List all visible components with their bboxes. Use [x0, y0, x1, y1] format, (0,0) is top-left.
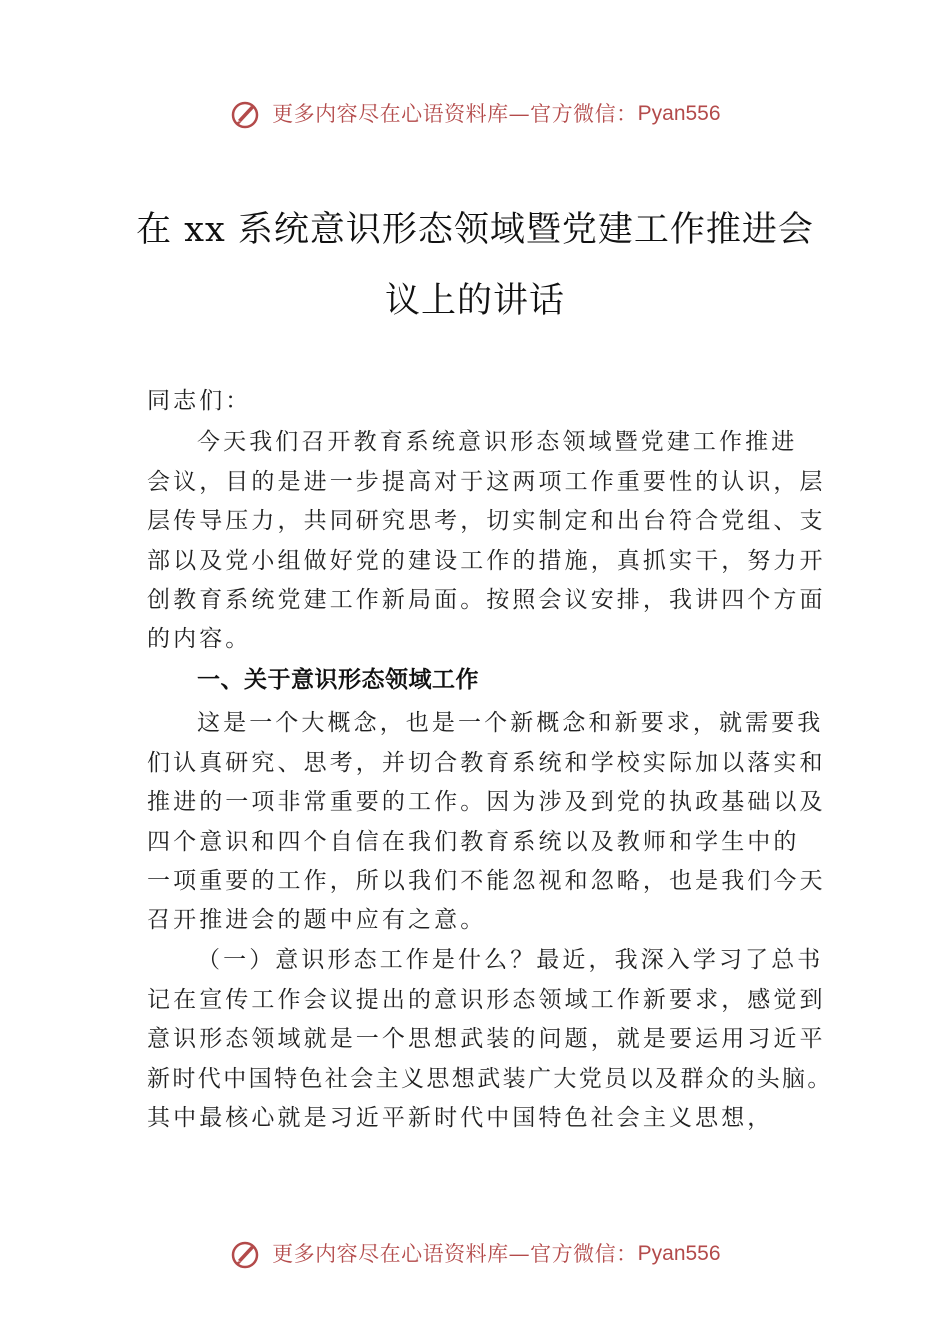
paragraph-line: 一项重要的工作，所以我们不能忽视和忽略，也是我们今天: [147, 868, 826, 894]
document-title-line-2: 议上的讲话: [384, 281, 565, 321]
banner-wechat-id: Pyan556: [637, 102, 721, 125]
paragraph-line: 记在宣传工作会议提出的意识形态领域工作新要求，感觉到: [147, 987, 826, 1013]
section-heading: 一、关于意识形态领域工作: [197, 667, 479, 693]
banner-wechat-id: Pyan556: [637, 1242, 721, 1265]
paragraph-line: 的内容。: [147, 626, 252, 652]
header-banner: [0, 98, 950, 130]
paragraph-line: 召开推进会的题中应有之意。: [147, 907, 487, 933]
paragraph-line: 今天我们召开教育系统意识形态领域暨党建工作推进: [197, 429, 798, 455]
paragraph-line: （一）意识形态工作是什么？最近，我深入学习了总书: [197, 947, 824, 973]
paragraph-line: 四个意识和四个自信在我们教育系统以及教师和学生中的: [147, 829, 800, 855]
banner-text: 更多内容尽在心语资料库—官方微信：: [272, 1242, 638, 1266]
paragraph-line: 意识形态领域就是一个思想武装的问题，就是要运用习近平: [147, 1026, 826, 1052]
brush-logo-icon: [229, 98, 261, 130]
paragraph-line: 新时代中国特色社会主义思想武装广大党员以及群众的头脑。: [147, 1066, 833, 1092]
paragraph-line: 们认真研究、思考，并切合教育系统和学校实际加以落实和: [147, 750, 826, 776]
paragraph-line: 层传导压力，共同研究思考，切实制定和出台符合党组、支: [147, 508, 826, 534]
greeting: 同志们：: [147, 388, 252, 414]
document-title-line-1: 在 xx 系统意识形态领域暨党建工作推进会: [136, 210, 814, 250]
paragraph-line: 会议，目的是进一步提高对于这两项工作重要性的认识，层: [147, 469, 826, 495]
footer-banner: [0, 1238, 950, 1270]
banner-text: 更多内容尽在心语资料库—官方微信：: [272, 102, 638, 126]
paragraph-line: 推进的一项非常重要的工作。因为涉及到党的执政基础以及: [147, 789, 826, 815]
brush-logo-icon: [229, 1238, 261, 1270]
paragraph-line: 这是一个大概念，也是一个新概念和新要求，就需要我: [197, 710, 824, 736]
paragraph-line: 创教育系统党建工作新局面。按照会议安排，我讲四个方面: [147, 587, 826, 613]
paragraph-line: 部以及党小组做好党的建设工作的措施，真抓实干，努力开: [147, 548, 826, 574]
paragraph-line: 其中最核心就是习近平新时代中国特色社会主义思想，: [147, 1105, 774, 1131]
